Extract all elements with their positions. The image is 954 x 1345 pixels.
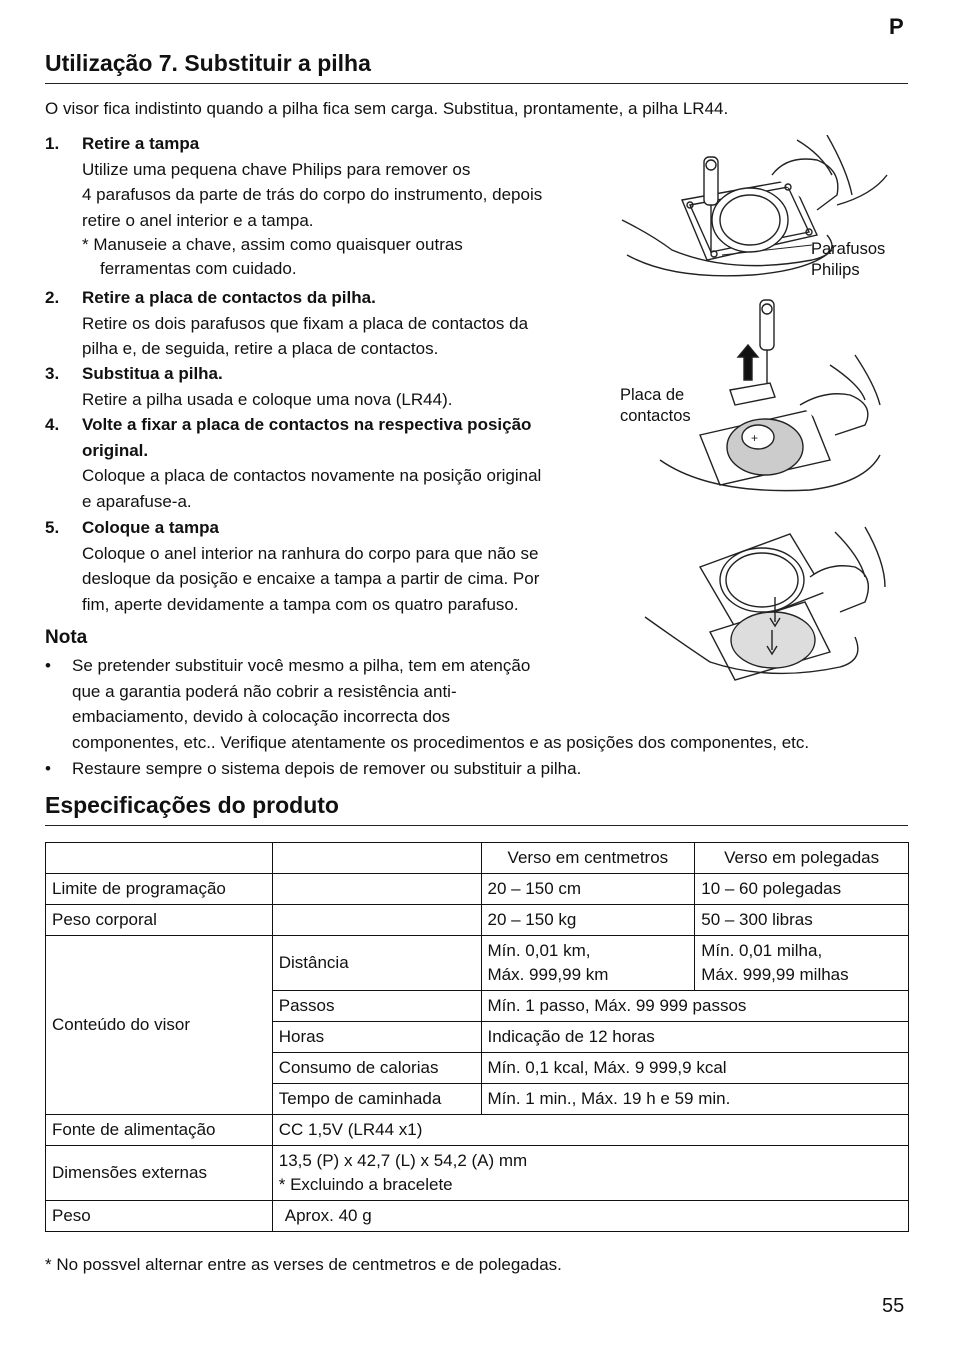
cell-line: Máx. 999,99 milhas <box>701 965 849 984</box>
step-4 <box>45 412 605 514</box>
cell-line: 13,5 (P) x 42,7 (L) x 54,2 (A) mm <box>278 1151 528 1170</box>
bullet-dot: • <box>45 656 51 675</box>
step-line: retire o anel interior e a tampa. <box>82 210 314 230</box>
caption-line: Parafusos <box>811 240 886 258</box>
step-number: 3. <box>45 364 60 383</box>
caption-line: Philips <box>811 261 860 279</box>
step-5 <box>45 515 605 617</box>
step-line: fim, aperte devidamente a tampa com os quatro parafuso. <box>82 594 519 614</box>
table-row <box>46 874 909 905</box>
table-cell <box>272 843 481 874</box>
cell-line: Máx. 999,99 km <box>487 965 609 984</box>
figure-replace-cover <box>640 522 900 687</box>
table-row <box>46 1146 909 1201</box>
step-line: 4 parafusos da parte de trás do corpo do instrumento, depois <box>82 185 543 205</box>
step-number: 2. <box>45 288 60 307</box>
step-line: e aparafuse-a. <box>82 491 192 511</box>
step-title: Coloque a tampa <box>82 518 219 537</box>
table-cell: Passos <box>272 991 481 1022</box>
table-cell: Mín. 0,1 kcal, Máx. 9 999,9 kcal <box>481 1053 909 1084</box>
table-cell <box>695 936 909 991</box>
table-cell: Peso corporal <box>46 905 273 936</box>
table-row <box>46 1115 909 1146</box>
step-title: original. <box>82 440 149 460</box>
specs-table <box>45 842 909 1232</box>
step-title: Retire a tampa <box>82 134 200 153</box>
table-row <box>46 843 909 874</box>
step-line: Coloque a placa de contactos novamente na posição original <box>82 466 542 486</box>
table-header-inch: Verso em polegadas <box>695 843 909 874</box>
table-cell: 10 – 60 polegadas <box>695 874 909 905</box>
table-cell <box>481 936 695 991</box>
table-cell <box>272 874 481 905</box>
table-cell <box>272 1146 908 1201</box>
table-cell: Horas <box>272 1022 481 1053</box>
table-cell: Aprox. 40 g <box>272 1201 908 1232</box>
table-cell: Tempo de caminhada <box>272 1084 481 1115</box>
step-3 <box>45 361 605 412</box>
table-cell: Mín. 1 passo, Máx. 99 999 passos <box>481 991 909 1022</box>
section-title-specs: Especificações do produto <box>45 792 908 826</box>
bullet-line: componentes, etc.. Verifique atentamente os procedimentos e as posições dos componentes, etc. <box>72 732 810 752</box>
table-cell: 20 – 150 cm <box>481 874 695 905</box>
table-cell: Indicação de 12 horas <box>481 1022 909 1053</box>
step-note <box>82 233 605 281</box>
table-cell <box>272 905 481 936</box>
step-line: Retire os dois parafusos que fixam a placa de contactos da <box>82 313 529 333</box>
caption-line: contactos <box>620 407 691 425</box>
table-footnote: * No possvel alternar entre as verses de centmetros e de polegadas. <box>45 1255 562 1274</box>
table-cell: 50 – 300 libras <box>695 905 909 936</box>
section-title-battery: Utilização 7. Substituir a pilha <box>45 50 908 84</box>
fig1-caption <box>811 239 885 281</box>
table-cell: Limite de programação <box>46 874 273 905</box>
note-heading: Nota <box>45 627 88 648</box>
table-cell: CC 1,5V (LR44 x1) <box>272 1115 908 1146</box>
table-cell: Mín. 1 min., Máx. 19 h e 59 min. <box>481 1084 909 1115</box>
bullet-line: que a garantia poderá não cobrir a resistência anti- <box>72 681 457 701</box>
intro-text: O visor fica indistinto quando a pilha fica sem carga. Substitua, prontamente, a pilha LR44. <box>45 99 729 118</box>
step-note-line: * Manuseie a chave, assim como quaisquer outras <box>82 235 463 255</box>
cell-line: Mín. 0,01 km, <box>487 941 591 960</box>
step-number: 1. <box>45 134 60 153</box>
table-cell: Dimensões externas <box>46 1146 273 1201</box>
table-row <box>46 936 909 991</box>
table-cell <box>46 843 273 874</box>
note-bullet-2 <box>45 756 915 782</box>
table-header-cm: Verso em centmetros <box>481 843 695 874</box>
step-title: Substitua a pilha. <box>82 364 223 383</box>
step-note-line: ferramentas com cuidado. <box>100 259 297 279</box>
cell-line: Mín. 0,01 milha, <box>701 941 823 960</box>
step-line: Utilize uma pequena chave Philips para remover os <box>82 159 471 179</box>
svg-text:+: + <box>751 431 759 445</box>
step-line: desloque da posição e encaixe a tampa a partir de cima. Por <box>82 569 540 589</box>
language-marker: P <box>889 14 904 39</box>
table-cell: Conteúdo do visor <box>46 936 273 1115</box>
step-title: Volte a fixar a placa de contactos na respectiva posição <box>82 415 532 434</box>
table-cell: Fonte de alimentação <box>46 1115 273 1146</box>
bullet-line: embaciamento, devido à colocação incorrecta dos <box>72 707 450 727</box>
table-cell: Peso <box>46 1201 273 1232</box>
table-cell: 20 – 150 kg <box>481 905 695 936</box>
step-line: Coloque o anel interior na ranhura do corpo para que não se <box>82 543 539 563</box>
cell-line: * Excluindo a bracelete <box>278 1175 453 1194</box>
step-number: 4. <box>45 415 60 434</box>
caption-line: Placa de <box>620 386 685 404</box>
step-line: Retire a pilha usada e coloque uma nova (LR44). <box>82 389 453 409</box>
bullet-dot: • <box>45 759 51 778</box>
table-row <box>46 1201 909 1232</box>
step-2 <box>45 285 605 362</box>
page-number: 55 <box>882 1295 905 1317</box>
table-row <box>46 905 909 936</box>
bullet-line: Se pretender substituir você mesmo a pilha, tem em atenção <box>72 656 531 675</box>
table-cell: Consumo de calorias <box>272 1053 481 1084</box>
step-number: 5. <box>45 518 60 537</box>
step-line: pilha e, de seguida, retire a placa de contactos. <box>82 339 439 359</box>
fig2-caption <box>620 385 691 427</box>
step-title: Retire a placa de contactos da pilha. <box>82 288 376 307</box>
step-1 <box>45 131 605 281</box>
table-cell: Distância <box>272 936 481 991</box>
bullet-line: Restaure sempre o sistema depois de remover ou substituir a pilha. <box>72 759 582 778</box>
